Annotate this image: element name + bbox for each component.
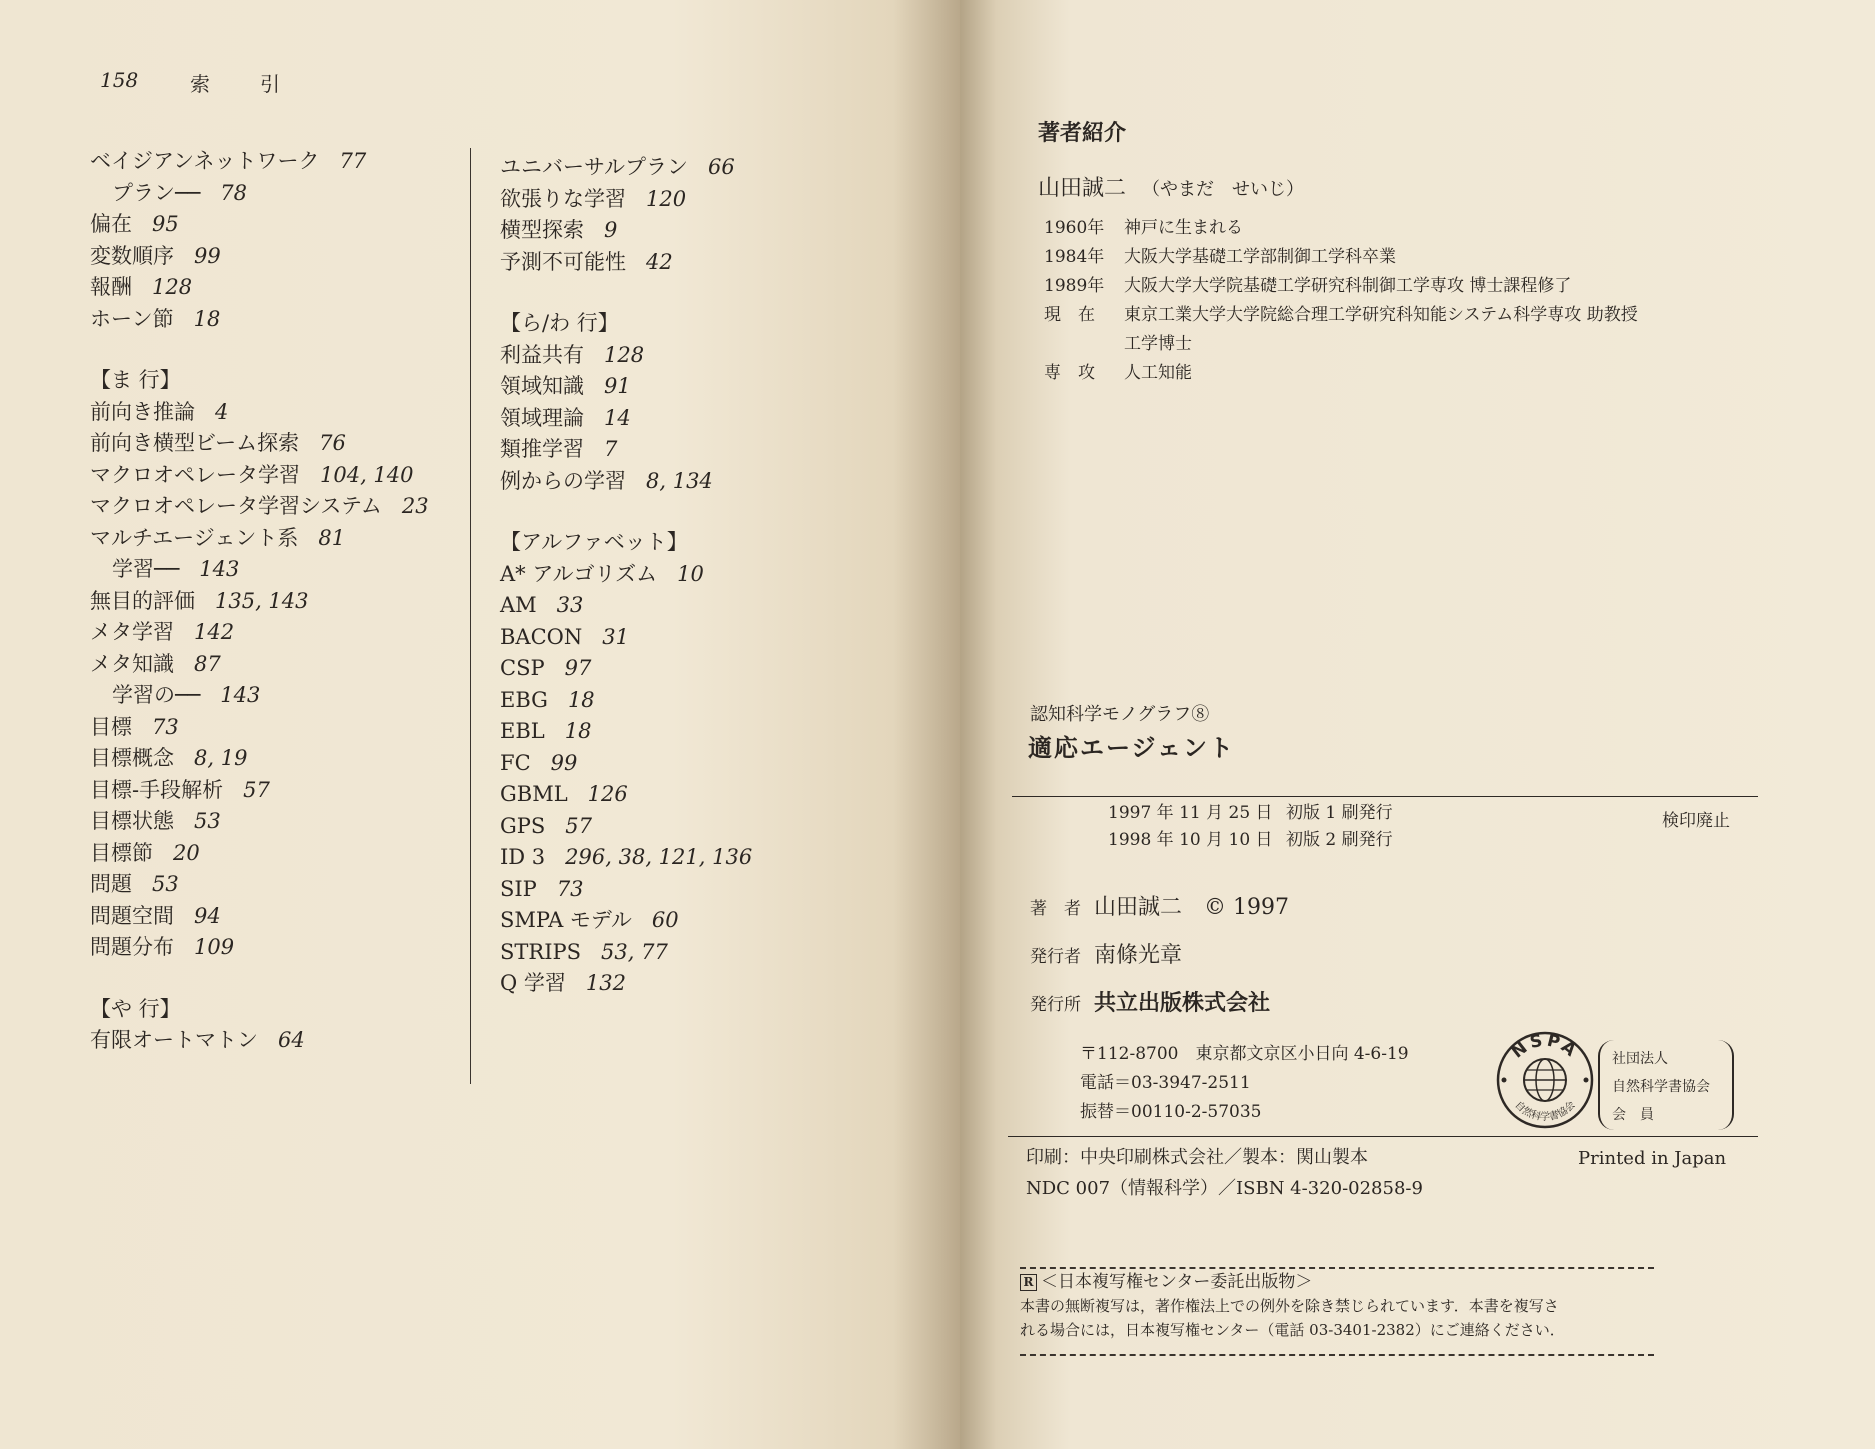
index-term: FC (500, 750, 531, 775)
index-entry (90, 775, 460, 807)
index-pages: 31 (602, 624, 629, 649)
bio-row (1038, 330, 1838, 359)
index-pages: 81 (318, 525, 346, 550)
index-entry (90, 838, 460, 870)
index-entry (90, 806, 460, 838)
index-pages: 33 (556, 593, 584, 617)
bio-text: 大阪大学大学院基礎工学研究科制御工学専攻 博士課程修了 (1124, 276, 1572, 296)
notice-dashed-bottom (1020, 1354, 1654, 1356)
notice-body-line: れる場合には，日本複写権センター（電話 03-3401-2382）にご連絡ください． (1020, 1321, 1565, 1339)
index-term: 学習── (112, 557, 180, 581)
index-term: 目標概念 (90, 746, 174, 770)
index-entry (90, 932, 460, 964)
bio-label: 1989年 (1044, 276, 1105, 296)
notice-dashed-top (1020, 1267, 1654, 1269)
bio-text: 工学博士 (1124, 334, 1192, 354)
staff-row-author (1030, 890, 1289, 938)
index-entry (500, 937, 920, 969)
staff-value: 山田誠二 © 1997 (1094, 895, 1289, 920)
index-entry (90, 397, 460, 429)
index-entry (500, 466, 920, 498)
index-term: 前向き推論 (90, 399, 195, 424)
index-term: 問題 (90, 872, 132, 896)
index-term: 類推学習 (500, 437, 584, 461)
colophon-rule-bottom (1008, 1136, 1758, 1137)
index-term: STRIPS (500, 939, 582, 964)
index-column-2 (500, 152, 920, 1000)
index-term: AM (500, 593, 537, 617)
bio-row (1038, 214, 1838, 243)
column-divider (470, 148, 471, 1084)
author-bio (1038, 214, 1838, 388)
bio-label: 1960年 (1044, 218, 1105, 238)
index-pages: 95 (152, 212, 179, 236)
index-entry (500, 152, 920, 184)
bio-text: 人工知能 (1124, 363, 1192, 383)
index-entry (90, 460, 460, 492)
index-term: 無目的評価 (90, 588, 195, 613)
index-entry (500, 622, 920, 654)
notice-heading (1020, 1270, 1660, 1294)
index-pages: 7 (604, 437, 618, 461)
index-entry (500, 215, 920, 247)
index-term: 問題分布 (90, 935, 174, 959)
index-pages: 99 (550, 750, 578, 775)
index-term: 目標節 (90, 840, 153, 865)
transfer-line: 振替＝00110-2-57035 (1080, 1102, 1262, 1122)
index-term: 目標 (90, 714, 132, 739)
index-entry (90, 901, 460, 933)
author-profile (1038, 116, 1838, 388)
index-term: 領域知識 (500, 374, 584, 398)
index-term: マルチエージェント系 (90, 525, 299, 550)
index-term: EBG (500, 687, 548, 712)
index-term: 報酬 (90, 275, 132, 299)
index-section-heading: 【アルファベット】 (500, 530, 688, 554)
index-pages: 128 (152, 275, 193, 299)
page-header-title: 索引 (190, 72, 330, 96)
index-entry (90, 146, 460, 178)
bio-text: 大阪大学基礎工学部制御工学科卒業 (1124, 247, 1396, 267)
index-entry (90, 743, 460, 775)
author-name-line (1038, 171, 1838, 202)
index-pages: 64 (278, 1028, 305, 1052)
index-entry (90, 304, 460, 336)
staff-value: 南條光章 (1094, 943, 1183, 968)
index-pages: 10 (677, 561, 704, 586)
index-pages: 78 (220, 180, 248, 205)
index-entry (500, 685, 920, 717)
index-term: ホーン節 (90, 306, 174, 331)
index-term: 目標-手段解析 (90, 777, 224, 802)
author-reading: （やまだ せいじ） (1142, 179, 1305, 200)
index-entry (500, 653, 920, 685)
index-term: ユニバーサルプラン (500, 155, 688, 179)
copyright-notice (1020, 1270, 1660, 1342)
index-term: A* アルゴリズム (500, 561, 658, 586)
index-pages: 128 (604, 342, 645, 367)
association-line: 自然科学書協会 (1612, 1079, 1710, 1095)
index-pages: 42 (646, 249, 673, 274)
index-entry (90, 617, 460, 649)
edition-label: 初版 1 刷発行 (1286, 803, 1393, 823)
index-entry (500, 559, 920, 591)
index-pages: 91 (604, 374, 631, 398)
index-pages: 99 (194, 243, 221, 268)
address-line: 〒112-8700 東京都文京区小日向 4-6-19 (1080, 1044, 1409, 1064)
index-entry (90, 1025, 460, 1057)
index-pages: 57 (565, 813, 593, 838)
bio-text: 東京工業大学大学院総合理工学研究科知能システム科学専攻 助教授 (1124, 305, 1638, 325)
index-entry (500, 184, 920, 216)
index-pages: 73 (556, 876, 584, 901)
book-title: 適応エージェント (1028, 733, 1236, 762)
index-pages: 76 (319, 431, 346, 455)
index-pages: 60 (651, 908, 679, 932)
index-pages: 87 (194, 651, 221, 676)
index-term: マクロオペレータ学習システム (90, 494, 382, 518)
index-entry (500, 905, 920, 937)
index-pages: 73 (152, 714, 179, 739)
association-membership (1612, 1045, 1710, 1129)
index-entry (500, 811, 920, 843)
printed-in-japan: Printed in Japan (1578, 1148, 1727, 1169)
index-pages: 53 (194, 809, 221, 833)
index-entry (90, 712, 460, 744)
index-term: 予測不可能性 (500, 249, 626, 274)
association-line: 会 員 (1612, 1107, 1654, 1123)
index-pages: 23 (401, 494, 429, 518)
index-term: GBML (500, 782, 568, 806)
index-section-heading: 【ま 行】 (90, 368, 181, 392)
edition-history (1108, 800, 1393, 854)
printing-info (1026, 1142, 1423, 1204)
index-pages: 97 (564, 656, 592, 680)
index-pages: 18 (567, 687, 595, 712)
association-line: 社団法人 (1612, 1051, 1668, 1067)
index-term: 例からの学習 (500, 468, 626, 493)
index-term: ベイジアンネットワーク (90, 149, 320, 173)
index-term: EBL (500, 719, 545, 743)
index-pages: 53 (152, 872, 179, 896)
index-term: プラン── (112, 180, 201, 205)
index-term: マクロオペレータ学習 (90, 462, 300, 487)
index-entry (90, 523, 460, 555)
staff-label: 著 者 (1030, 899, 1081, 919)
edition-label: 初版 2 刷発行 (1286, 830, 1393, 850)
svg-text:NSPA (1508, 1030, 1582, 1062)
index-pages: 9 (604, 218, 618, 242)
index-pages: 143 (220, 683, 261, 707)
index-entry (500, 340, 920, 372)
bio-label: 現 在 (1044, 305, 1095, 325)
bio-label (1044, 330, 1124, 359)
notice-body-line: 本書の無断複写は，著作権法上での例外を除き禁じられています．本書を複写さ (1020, 1297, 1559, 1315)
edition-row (1108, 827, 1393, 854)
index-pages: 104, 140 (320, 462, 414, 487)
index-term: 横型探索 (500, 218, 584, 242)
index-entry (500, 371, 920, 403)
index-pages: 57 (243, 777, 270, 802)
index-pages: 8, 19 (194, 746, 248, 770)
index-term: GPS (500, 813, 546, 838)
index-entry (500, 716, 920, 748)
index-pages: 109 (194, 935, 235, 959)
colophon-rule-top (1012, 796, 1758, 797)
index-column-1 (90, 146, 460, 1057)
author-heading: 著者紹介 (1038, 120, 1127, 146)
index-term: メタ学習 (90, 620, 174, 644)
index-subentry (90, 178, 460, 210)
index-term: 変数順序 (90, 243, 174, 268)
index-entry (90, 869, 460, 901)
notice-title: ＜日本複写権センター委託出版物＞ (1041, 1272, 1313, 1292)
index-term: 有限オートマトン (90, 1028, 258, 1052)
index-term: 利益共有 (500, 342, 584, 367)
staff-label: 発行所 (1030, 995, 1081, 1015)
index-term: ID 3 (500, 845, 546, 869)
index-term: 前向き横型ビーム探索 (90, 431, 300, 455)
index-pages: 77 (339, 149, 367, 173)
index-entry (90, 428, 460, 460)
index-pages: 18 (564, 719, 592, 743)
index-entry (500, 590, 920, 622)
index-entry (90, 209, 460, 241)
index-term: 偏在 (90, 212, 132, 236)
bio-text: 神戸に生まれる (1124, 218, 1243, 238)
publication-staff (1030, 890, 1289, 1034)
nspa-seal-top-text: NSPA (1507, 1030, 1583, 1063)
bio-row (1038, 301, 1838, 330)
index-pages: 53, 77 (601, 939, 668, 964)
bio-row (1038, 272, 1838, 301)
index-term: SMPA モデル (500, 908, 632, 932)
index-entry (500, 968, 920, 1000)
index-entry (500, 247, 920, 279)
edition-row (1108, 800, 1393, 827)
index-pages: 8, 134 (646, 468, 713, 493)
printer-binder: 印刷：中央印刷株式会社／製本：関山製本 (1026, 1147, 1368, 1168)
index-term: BACON (500, 624, 583, 649)
staff-row-publisher-person (1030, 938, 1289, 986)
index-pages: 143 (199, 557, 240, 581)
index-pages: 66 (707, 155, 735, 179)
index-section-heading: 【や 行】 (90, 996, 181, 1021)
index-pages: 296, 38, 121, 136 (565, 845, 753, 869)
index-entry (90, 649, 460, 681)
publisher-address (1080, 1040, 1409, 1127)
index-entry (500, 403, 920, 435)
index-entry (500, 779, 920, 811)
author-name: 山田誠二 (1038, 176, 1127, 201)
bio-row (1038, 243, 1838, 272)
index-term: 問題空間 (90, 903, 174, 928)
index-pages: 4 (215, 399, 229, 424)
bio-label: 専 攻 (1044, 363, 1095, 383)
r-mark-icon: R (1020, 1274, 1037, 1291)
ndc-isbn: NDC 007（情報科学）／ISBN 4-320-02858-9 (1026, 1178, 1423, 1199)
index-term: SIP (500, 876, 537, 901)
index-pages: 120 (646, 186, 687, 211)
edition-date: 1998 年 10 月 10 日 (1108, 830, 1273, 850)
index-term: CSP (500, 656, 545, 680)
index-section-heading: 【ら/わ 行】 (500, 311, 619, 335)
index-entry (90, 241, 460, 273)
index-term: Q 学習 (500, 971, 566, 995)
staff-value: 共立出版株式会社 (1094, 990, 1271, 1016)
index-pages: 142 (194, 620, 235, 644)
series-title: 認知科学モノグラフ⑧ (1030, 704, 1210, 725)
index-pages: 94 (194, 903, 221, 928)
index-subentry (90, 680, 460, 712)
index-pages: 126 (587, 782, 628, 806)
index-entry (90, 272, 460, 304)
staff-label: 発行者 (1030, 947, 1081, 967)
index-entry (500, 874, 920, 906)
index-entry (90, 586, 460, 618)
index-pages: 132 (585, 971, 626, 995)
nspa-seal-icon (1495, 1030, 1595, 1130)
nspa-seal-bottom-text: 自然科学書協会 (1512, 1099, 1578, 1123)
index-subentry (90, 554, 460, 586)
index-term: 目標状態 (90, 809, 174, 833)
index-entry (500, 748, 920, 780)
edition-date: 1997 年 11 月 25 日 (1108, 803, 1273, 823)
phone-line: 電話＝03-3947-2511 (1080, 1073, 1251, 1093)
index-pages: 135, 143 (215, 588, 309, 613)
index-term: 学習の── (112, 683, 201, 707)
index-term: 領域理論 (500, 405, 584, 430)
index-term: 欲張りな学習 (500, 186, 626, 211)
no-seal-note: 検印廃止 (1662, 811, 1730, 831)
bio-row (1038, 359, 1838, 388)
index-entry (90, 491, 460, 523)
index-term: メタ知識 (90, 651, 174, 676)
page-number: 158 (100, 68, 139, 92)
bio-label: 1984年 (1044, 247, 1105, 267)
index-entry (500, 842, 920, 874)
index-pages: 20 (173, 840, 200, 865)
index-pages: 14 (604, 405, 631, 430)
index-entry (500, 434, 920, 466)
staff-row-publisher (1030, 986, 1289, 1034)
index-pages: 18 (193, 306, 221, 331)
